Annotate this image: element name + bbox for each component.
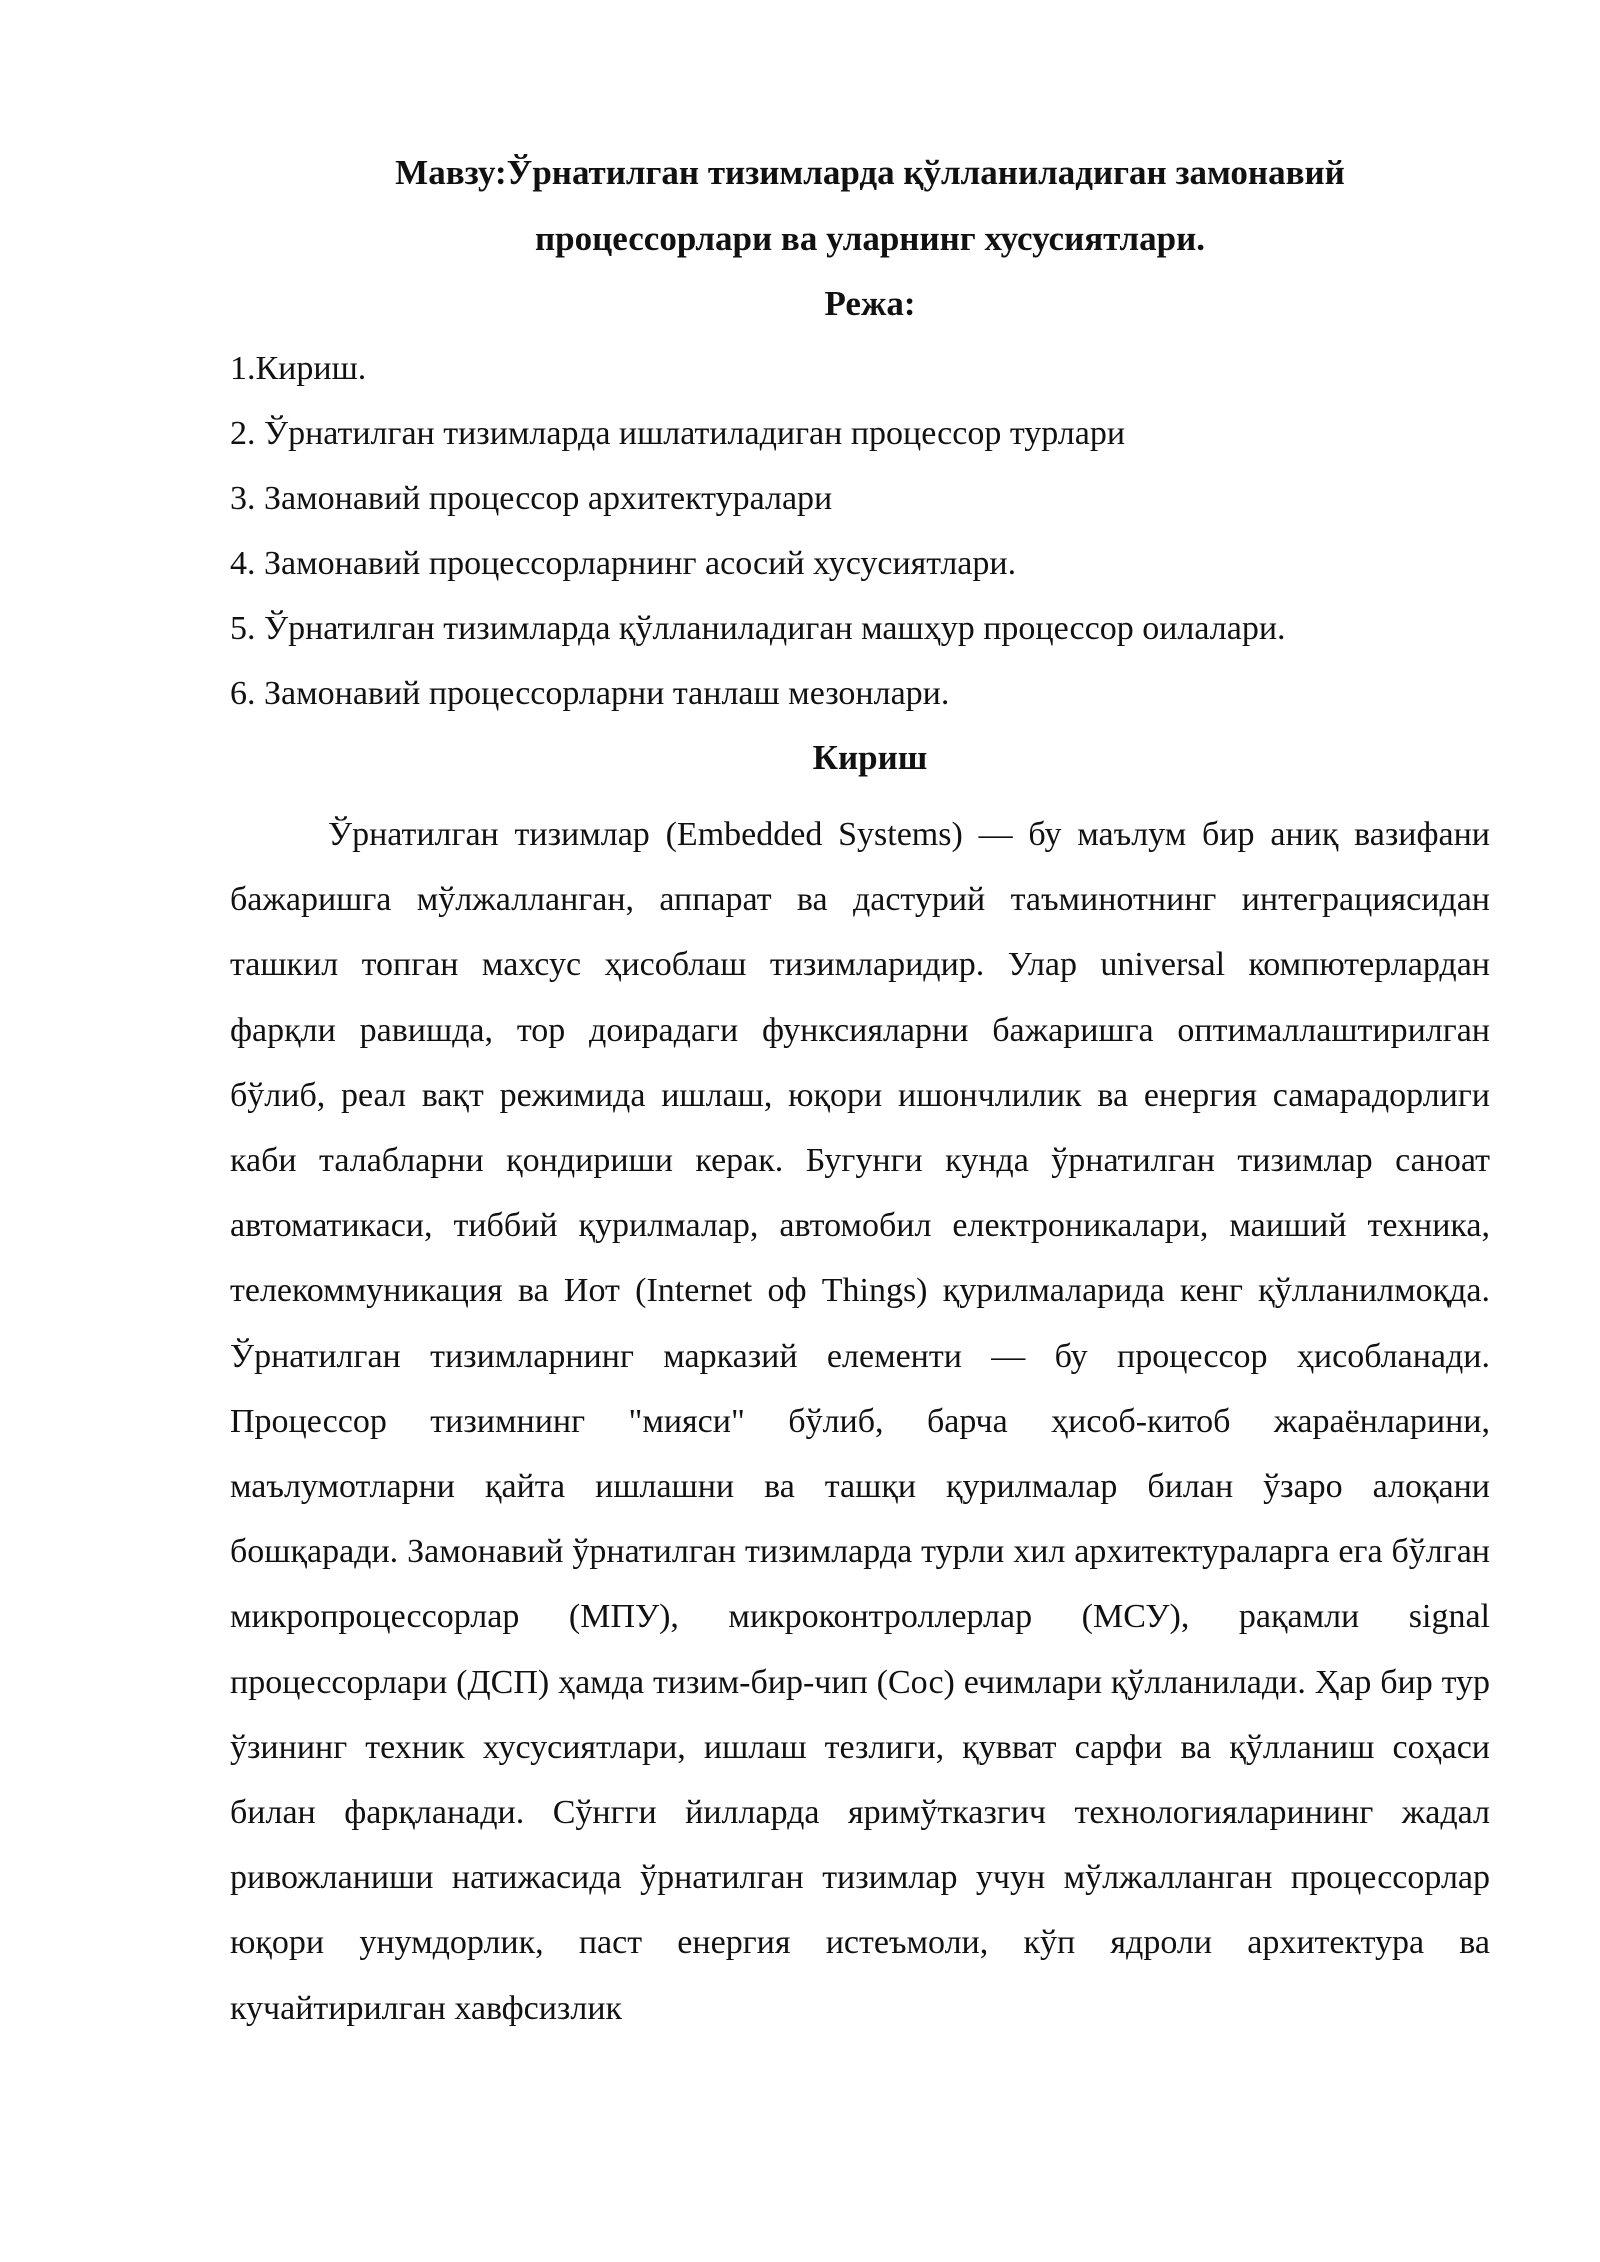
- plan-list: [230, 336, 1490, 726]
- plan-item-6: 6. Замонавий процессорларни танлаш мезонлари.: [230, 675, 950, 712]
- plan-item-1: 1.Кириш.: [230, 350, 367, 387]
- title-line-2: процессорлари ва уларнинг хусусиятлари.: [534, 219, 1206, 258]
- document-title: [230, 140, 1490, 272]
- plan-item-2: 2. Ўрнатилган тизимларда ишлатиладиган процессор турлари: [230, 415, 1126, 452]
- title-line-1: Мавзу:Ўрнатилган тизимларда қўлланиладиган замонавий: [395, 153, 1345, 192]
- section-heading-introduction: Кириш: [812, 738, 928, 777]
- plan-item-3: 3. Замонавий процессор архитектуралари: [230, 480, 833, 517]
- introduction-paragraph: Ўрнатилган тизимлар (Embedded Systems) — бу маълум бир аниқ вазифани бажаришга мўлжалланган, аппарат ва дастурий таъминотнинг интеграциясидан ташкил топган махсус ҳисоблаш тизимларидир. Улар universal компютерлардан фарқли равишда, тор доирадаги функсияларни бажаришга оптималлаштирилган бўлиб, реал вақт режимида ишлаш, юқори ишончлилик ва енергия самарадорлиги каби талабларни қондириши керак. Бугунги кунда ўрнатилган тизимлар саноат автоматикаси, тиббий қурилмалар, автомобил електроникалари, маиший техника, телекоммуникация ва Иот (Internet оф Things) қурилмаларида кенг қўлланилмоқда. Ўрнатилган тизимларнинг марказий елементи — бу процессор ҳисобланади. Процессор тизимнинг "мияси" бўлиб, барча ҳисоб-китоб жараёнларини, маълумотларни қайта ишлашни ва ташқи қурилмалар билан ўзаро алоқани бошқаради. Замонавий ўрнатилган тизимларда турли хил архитектураларга ега бўлган микропроцессорлар (МПУ), микроконтроллерлар (МСУ), рақамли signal процессорлари (ДСП) ҳамда тизим-бир-чип (Сос) ечимлари қўлланилади. Ҳар бир тур ўзининг техник хусусиятлари, ишлаш тезлиги, қувват сарфи ва қўлланиш соҳаси билан фарқланади. Сўнгги йилларда яримўтказгич технологияларининг жадал ривожланиши натижасида ўрнатилган тизимлар учун мўлжалланган процессорлар юқори унумдорлик, паст енергия истеъмоли, кўп ядроли архитектура ва кучайтирилган хавфсизлик: [230, 816, 1490, 2027]
- document-page: [230, 140, 1490, 2041]
- plan-item-5: 5. Ўрнатилган тизимларда қўлланиладиган машҳур процессор оилалари.: [230, 610, 1286, 647]
- plan-heading: Режа:: [824, 284, 916, 323]
- plan-item-4: 4. Замонавий процессорларнинг асосий хусусиятлари.: [230, 545, 1017, 582]
